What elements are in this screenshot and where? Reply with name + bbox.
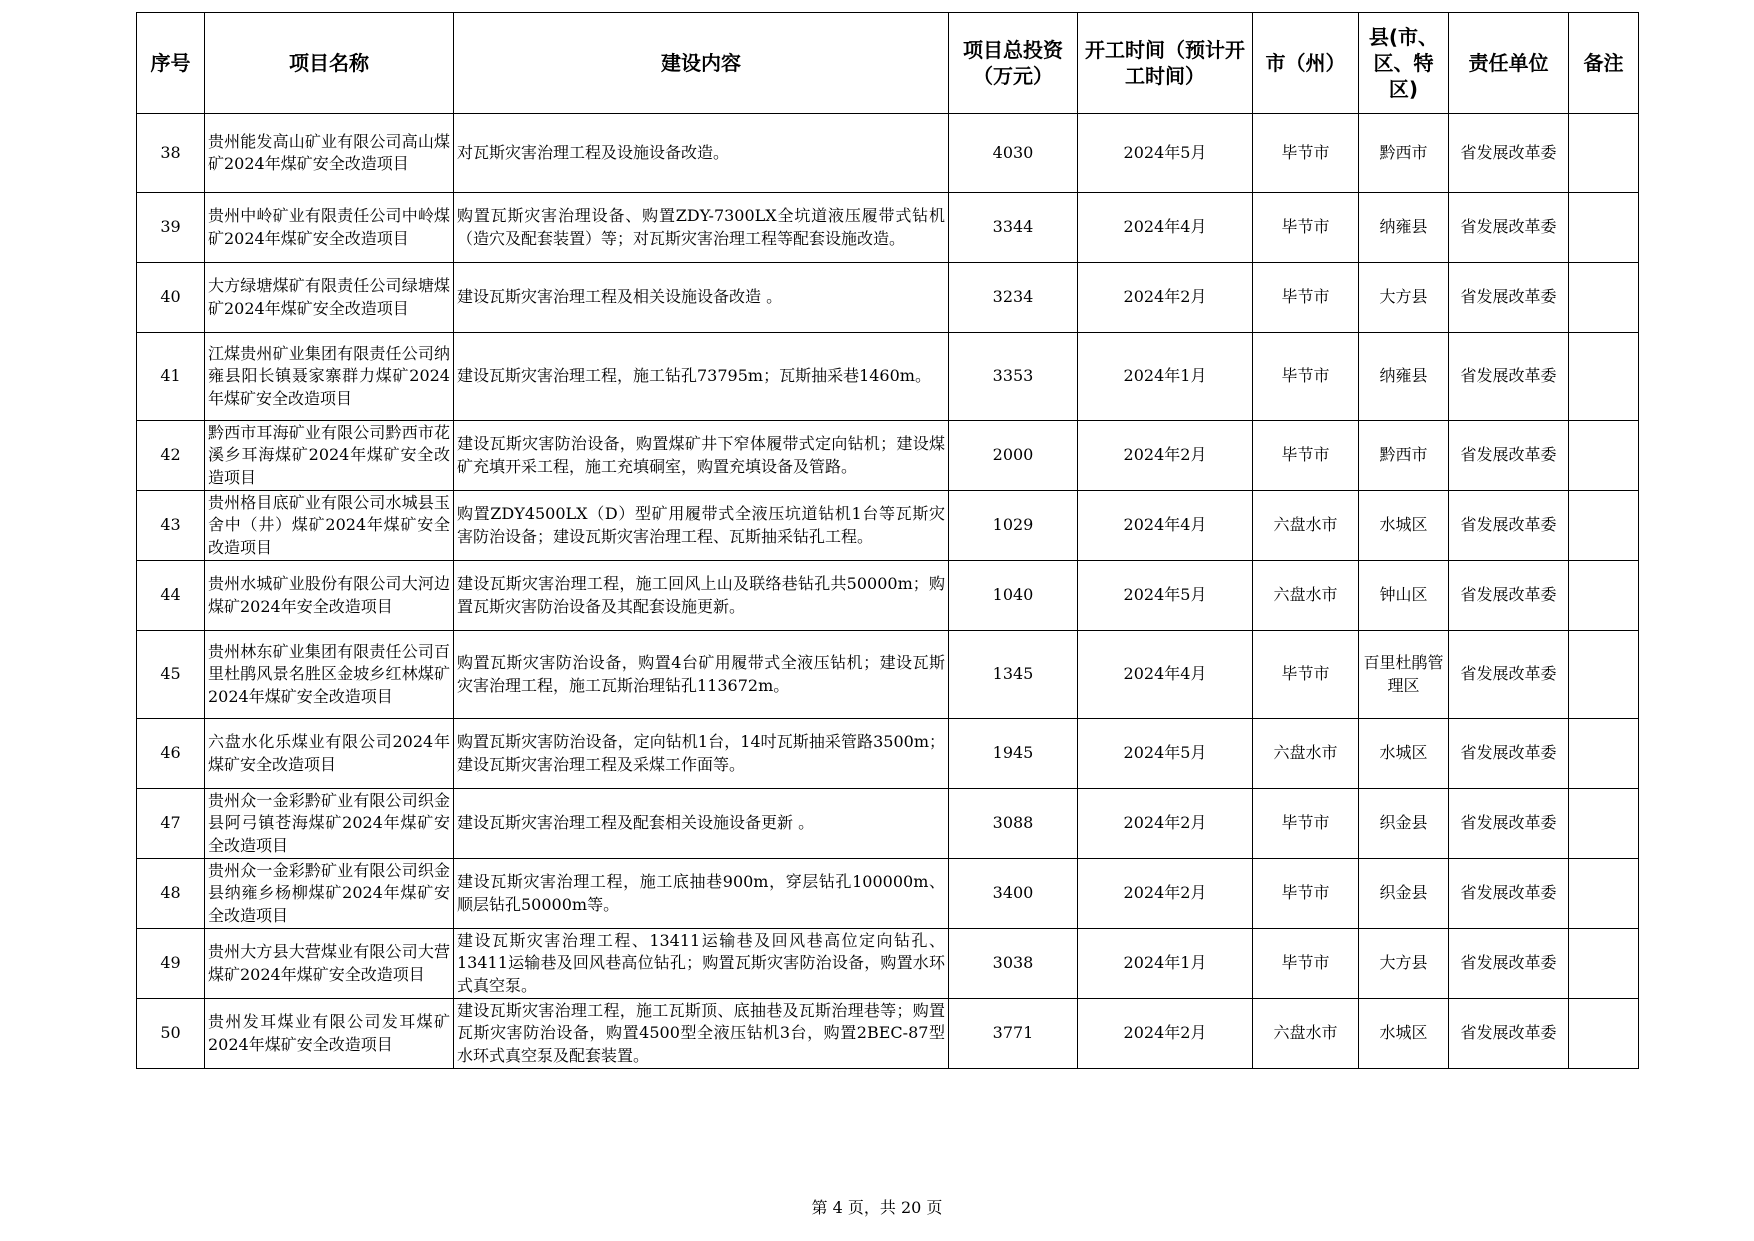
cell-note <box>1569 999 1639 1069</box>
cell-county: 黔西市 <box>1359 114 1449 193</box>
cell-project-name: 贵州林东矿业集团有限责任公司百里杜鹃风景名胜区金坡乡红林煤矿2024年煤矿安全改造项目 <box>205 631 454 719</box>
cell-start-time: 2024年4月 <box>1078 631 1253 719</box>
cell-start-time: 2024年5月 <box>1078 114 1253 193</box>
cell-no: 45 <box>137 631 205 719</box>
cell-county: 大方县 <box>1359 929 1449 999</box>
table-row <box>137 561 1639 631</box>
cell-content: 建设瓦斯灾害治理工程，施工回风上山及联络巷钻孔共50000m；购置瓦斯灾害防治设备及其配套设施更新。 <box>454 561 949 631</box>
cell-project-name: 贵州格目底矿业有限公司水城县玉舍中（井）煤矿2024年煤矿安全改造项目 <box>205 491 454 561</box>
cell-note <box>1569 789 1639 859</box>
table-header-row <box>137 13 1639 114</box>
cell-no: 44 <box>137 561 205 631</box>
cell-note <box>1569 193 1639 263</box>
cell-responsible-unit: 省发展改革委 <box>1449 929 1569 999</box>
cell-investment: 1040 <box>949 561 1078 631</box>
cell-content: 建设瓦斯灾害治理工程，施工瓦斯顶、底抽巷及瓦斯治理巷等；购置瓦斯灾害防治设备，购置4500型全液压钻机3台，购置2BEC-87型水环式真空泵及配套装置。 <box>454 999 949 1069</box>
cell-investment: 3771 <box>949 999 1078 1069</box>
cell-start-time: 2024年2月 <box>1078 421 1253 491</box>
cell-start-time: 2024年4月 <box>1078 193 1253 263</box>
cell-city: 毕节市 <box>1253 263 1359 333</box>
cell-project-name: 大方绿塘煤矿有限责任公司绿塘煤矿2024年煤矿安全改造项目 <box>205 263 454 333</box>
cell-start-time: 2024年2月 <box>1078 859 1253 929</box>
cell-note <box>1569 929 1639 999</box>
cell-investment: 3344 <box>949 193 1078 263</box>
cell-city: 六盘水市 <box>1253 561 1359 631</box>
cell-city: 毕节市 <box>1253 333 1359 421</box>
cell-city: 六盘水市 <box>1253 491 1359 561</box>
cell-content: 建设瓦斯灾害治理工程及配套相关设施设备更新 。 <box>454 789 949 859</box>
cell-start-time: 2024年1月 <box>1078 929 1253 999</box>
cell-project-name: 贵州众一金彩黔矿业有限公司织金县阿弓镇苍海煤矿2024年煤矿安全改造项目 <box>205 789 454 859</box>
cell-county: 织金县 <box>1359 789 1449 859</box>
header-responsible-unit: 责任单位 <box>1449 13 1569 114</box>
cell-no: 38 <box>137 114 205 193</box>
cell-city: 六盘水市 <box>1253 719 1359 789</box>
cell-no: 49 <box>137 929 205 999</box>
cell-content: 建设瓦斯灾害治理工程及相关设施设备改造 。 <box>454 263 949 333</box>
cell-city: 毕节市 <box>1253 929 1359 999</box>
cell-note <box>1569 491 1639 561</box>
cell-county: 大方县 <box>1359 263 1449 333</box>
cell-responsible-unit: 省发展改革委 <box>1449 193 1569 263</box>
cell-county: 百里杜鹃管理区 <box>1359 631 1449 719</box>
header-content: 建设内容 <box>454 13 949 114</box>
cell-note <box>1569 114 1639 193</box>
cell-city: 六盘水市 <box>1253 999 1359 1069</box>
cell-content: 建设瓦斯灾害防治设备，购置煤矿井下窄体履带式定向钻机；建设煤矿充填开采工程，施工充填硐室，购置充填设备及管路。 <box>454 421 949 491</box>
cell-project-name: 黔西市耳海矿业有限公司黔西市花溪乡耳海煤矿2024年煤矿安全改造项目 <box>205 421 454 491</box>
cell-investment: 3353 <box>949 333 1078 421</box>
cell-no: 50 <box>137 999 205 1069</box>
cell-content: 购置瓦斯灾害防治设备，定向钻机1台，14吋瓦斯抽采管路3500m；建设瓦斯灾害治理工程及采煤工作面等。 <box>454 719 949 789</box>
cell-responsible-unit: 省发展改革委 <box>1449 333 1569 421</box>
cell-project-name: 贵州能发高山矿业有限公司高山煤矿2024年煤矿安全改造项目 <box>205 114 454 193</box>
cell-no: 39 <box>137 193 205 263</box>
cell-no: 42 <box>137 421 205 491</box>
cell-investment: 1029 <box>949 491 1078 561</box>
cell-note <box>1569 561 1639 631</box>
cell-county: 织金县 <box>1359 859 1449 929</box>
cell-no: 41 <box>137 333 205 421</box>
header-project-name: 项目名称 <box>205 13 454 114</box>
cell-responsible-unit: 省发展改革委 <box>1449 491 1569 561</box>
cell-city: 毕节市 <box>1253 789 1359 859</box>
cell-note <box>1569 719 1639 789</box>
cell-start-time: 2024年2月 <box>1078 789 1253 859</box>
cell-start-time: 2024年5月 <box>1078 719 1253 789</box>
cell-county: 水城区 <box>1359 999 1449 1069</box>
cell-content: 购置ZDY4500LX（D）型矿用履带式全液压坑道钻机1台等瓦斯灾害防治设备；建设瓦斯灾害治理工程、瓦斯抽采钻孔工程。 <box>454 491 949 561</box>
cell-responsible-unit: 省发展改革委 <box>1449 859 1569 929</box>
table-row <box>137 789 1639 859</box>
cell-no: 47 <box>137 789 205 859</box>
cell-responsible-unit: 省发展改革委 <box>1449 999 1569 1069</box>
cell-note <box>1569 333 1639 421</box>
cell-project-name: 贵州大方县大营煤业有限公司大营煤矿2024年煤矿安全改造项目 <box>205 929 454 999</box>
table-row <box>137 999 1639 1069</box>
table-row <box>137 631 1639 719</box>
header-investment: 项目总投资（万元） <box>949 13 1078 114</box>
cell-city: 毕节市 <box>1253 114 1359 193</box>
cell-project-name: 贵州众一金彩黔矿业有限公司织金县纳雍乡杨柳煤矿2024年煤矿安全改造项目 <box>205 859 454 929</box>
cell-content: 建设瓦斯灾害治理工程，施工钻孔73795m；瓦斯抽采巷1460m。 <box>454 333 949 421</box>
cell-content: 购置瓦斯灾害治理设备、购置ZDY-7300LX全坑道液压履带式钻机（造穴及配套装置）等；对瓦斯灾害治理工程等配套设施改造。 <box>454 193 949 263</box>
cell-start-time: 2024年1月 <box>1078 333 1253 421</box>
cell-no: 46 <box>137 719 205 789</box>
cell-content: 建设瓦斯灾害治理工程、13411运输巷及回风巷高位定向钻孔、13411运输巷及回风巷高位钻孔；购置瓦斯灾害防治设备，购置水环式真空泵。 <box>454 929 949 999</box>
header-county: 县(市、区、特区) <box>1359 13 1449 114</box>
cell-content: 建设瓦斯灾害治理工程，施工底抽巷900m，穿层钻孔100000m、顺层钻孔50000m等。 <box>454 859 949 929</box>
cell-content: 购置瓦斯灾害防治设备，购置4台矿用履带式全液压钻机；建设瓦斯灾害治理工程，施工瓦斯治理钻孔113672m。 <box>454 631 949 719</box>
cell-no: 40 <box>137 263 205 333</box>
cell-project-name: 贵州水城矿业股份有限公司大河边煤矿2024年安全改造项目 <box>205 561 454 631</box>
cell-no: 48 <box>137 859 205 929</box>
cell-responsible-unit: 省发展改革委 <box>1449 421 1569 491</box>
cell-city: 毕节市 <box>1253 421 1359 491</box>
cell-project-name: 贵州中岭矿业有限责任公司中岭煤矿2024年煤矿安全改造项目 <box>205 193 454 263</box>
cell-county: 纳雍县 <box>1359 333 1449 421</box>
cell-responsible-unit: 省发展改革委 <box>1449 114 1569 193</box>
cell-county: 纳雍县 <box>1359 193 1449 263</box>
cell-start-time: 2024年4月 <box>1078 491 1253 561</box>
cell-note <box>1569 859 1639 929</box>
cell-city: 毕节市 <box>1253 193 1359 263</box>
cell-investment: 3234 <box>949 263 1078 333</box>
table-row <box>137 929 1639 999</box>
cell-county: 水城区 <box>1359 491 1449 561</box>
cell-start-time: 2024年5月 <box>1078 561 1253 631</box>
cell-responsible-unit: 省发展改革委 <box>1449 561 1569 631</box>
cell-city: 毕节市 <box>1253 631 1359 719</box>
cell-responsible-unit: 省发展改革委 <box>1449 719 1569 789</box>
cell-responsible-unit: 省发展改革委 <box>1449 263 1569 333</box>
cell-project-name: 贵州发耳煤业有限公司发耳煤矿2024年煤矿安全改造项目 <box>205 999 454 1069</box>
table-row <box>137 193 1639 263</box>
table-row <box>137 421 1639 491</box>
cell-city: 毕节市 <box>1253 859 1359 929</box>
cell-project-name: 六盘水化乐煤业有限公司2024年煤矿安全改造项目 <box>205 719 454 789</box>
cell-note <box>1569 631 1639 719</box>
cell-note <box>1569 263 1639 333</box>
cell-investment: 3400 <box>949 859 1078 929</box>
cell-investment: 1345 <box>949 631 1078 719</box>
header-city: 市（州） <box>1253 13 1359 114</box>
header-start-time: 开工时间（预计开工时间） <box>1078 13 1253 114</box>
cell-note <box>1569 421 1639 491</box>
cell-no: 43 <box>137 491 205 561</box>
table-row <box>137 719 1639 789</box>
cell-responsible-unit: 省发展改革委 <box>1449 631 1569 719</box>
cell-start-time: 2024年2月 <box>1078 263 1253 333</box>
table-row <box>137 491 1639 561</box>
cell-content: 对瓦斯灾害治理工程及设施设备改造。 <box>454 114 949 193</box>
header-note: 备注 <box>1569 13 1639 114</box>
page-footer: 第 4 页，共 20 页 <box>811 1198 943 1217</box>
cell-investment: 4030 <box>949 114 1078 193</box>
cell-investment: 2000 <box>949 421 1078 491</box>
table-row <box>137 333 1639 421</box>
table-row <box>137 859 1639 929</box>
project-table <box>136 12 1639 1069</box>
header-no: 序号 <box>137 13 205 114</box>
cell-start-time: 2024年2月 <box>1078 999 1253 1069</box>
cell-county: 水城区 <box>1359 719 1449 789</box>
cell-investment: 1945 <box>949 719 1078 789</box>
table-row <box>137 114 1639 193</box>
cell-responsible-unit: 省发展改革委 <box>1449 789 1569 859</box>
table-row <box>137 263 1639 333</box>
cell-investment: 3088 <box>949 789 1078 859</box>
cell-investment: 3038 <box>949 929 1078 999</box>
cell-project-name: 江煤贵州矿业集团有限责任公司纳雍县阳长镇聂家寨群力煤矿2024年煤矿安全改造项目 <box>205 333 454 421</box>
cell-county: 钟山区 <box>1359 561 1449 631</box>
cell-county: 黔西市 <box>1359 421 1449 491</box>
table-body <box>137 114 1639 1069</box>
